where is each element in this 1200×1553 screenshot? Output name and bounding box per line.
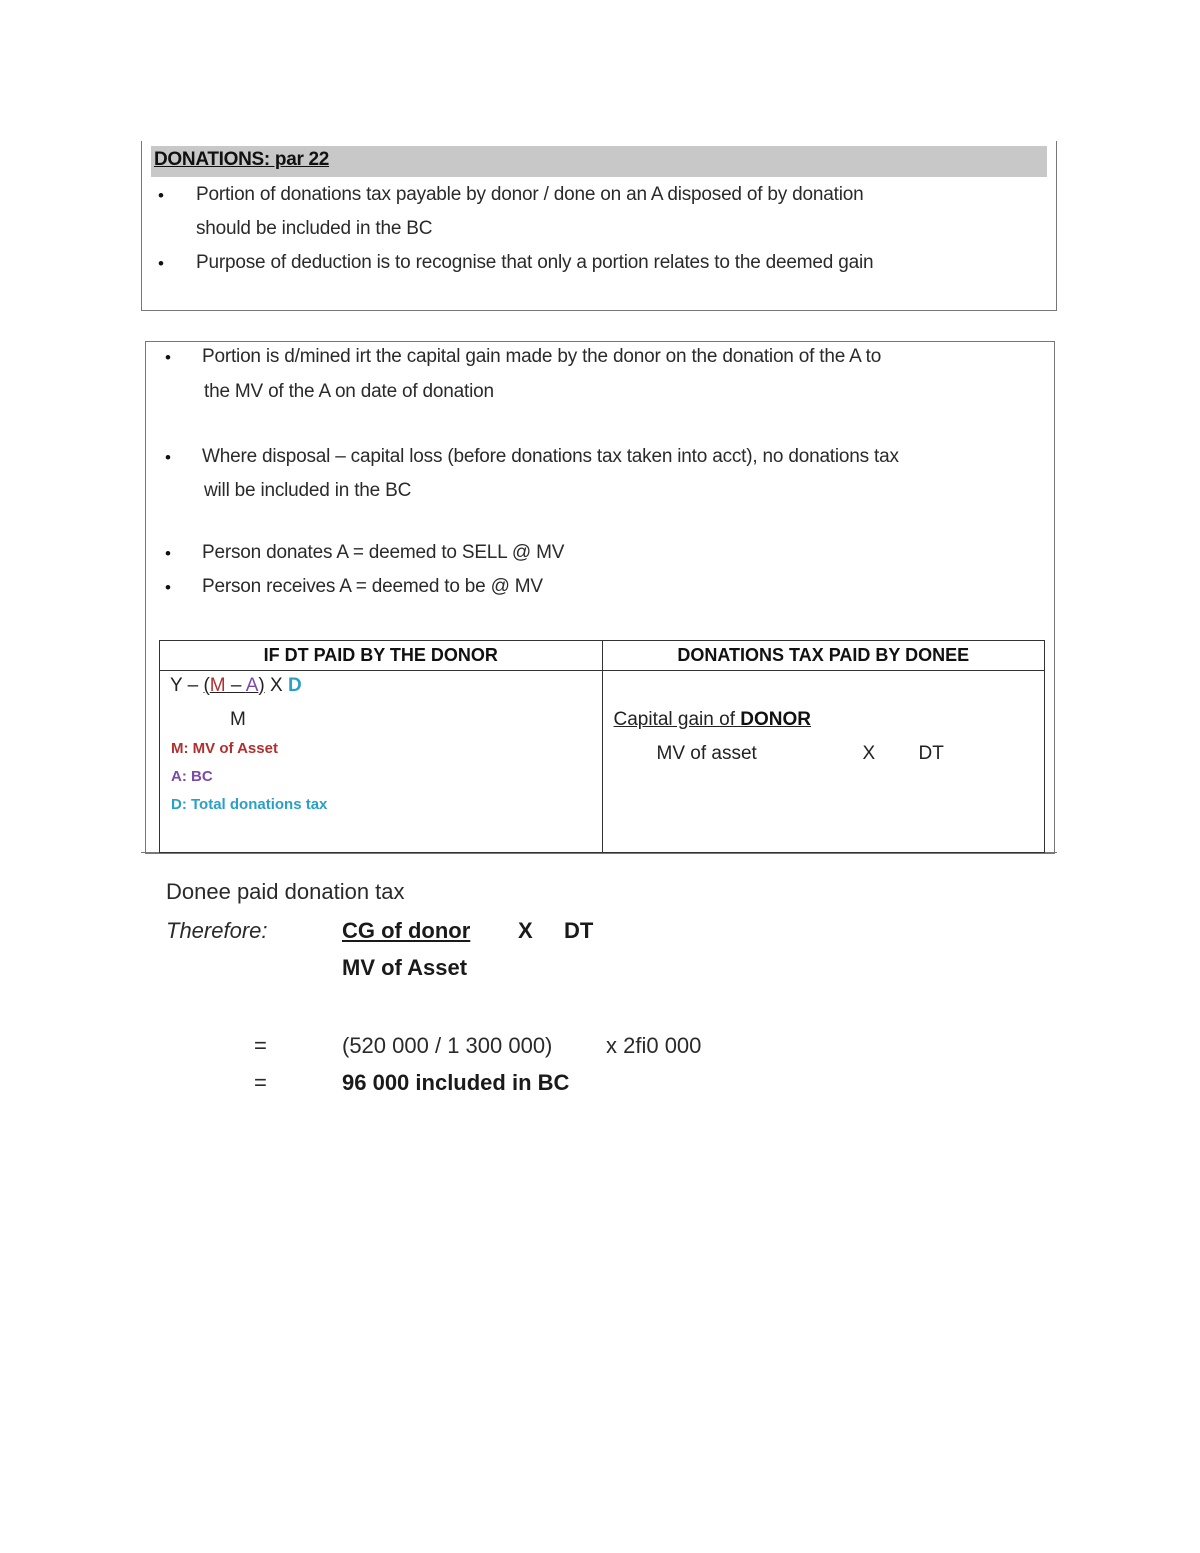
calc-equals-2: =: [254, 1070, 267, 1095]
cg-title-bold: DONOR: [740, 709, 811, 730]
bullet-icon: •: [158, 186, 164, 205]
calc-numerator: CG of donor: [342, 918, 471, 943]
formula-m: M: [209, 675, 226, 696]
bullet-icon: •: [165, 448, 171, 467]
formula-a: A: [245, 675, 259, 696]
legend-m: M: MV of Asset: [171, 740, 278, 757]
formula-fraction: [203, 675, 264, 696]
bullet-text: Purpose of deduction is to recognise that only a portion relates to the deemed gain: [196, 252, 874, 273]
donor-cell: [160, 671, 603, 853]
calc-x: X: [518, 918, 533, 943]
cg-title-prefix: Capital gain of: [613, 709, 741, 730]
calc-multiplier: x 2fi0 000: [606, 1033, 702, 1058]
bullet-text: Portion is d/mined irt the capital gain made by the donor on the donation of the A to: [202, 346, 882, 367]
bullet-text-cont: will be included in the BC: [204, 480, 412, 501]
bullet-icon: •: [165, 578, 171, 597]
formula-open: (: [203, 675, 210, 696]
donations-tax-table: [159, 640, 1045, 853]
calc-expression: (520 000 / 1 300 000): [342, 1033, 553, 1058]
mv-asset-dt: DT: [918, 743, 944, 764]
calc-intro: Donee paid donation tax: [166, 879, 405, 904]
formula-close: ): [258, 675, 265, 696]
legend-d: D: Total donations tax: [171, 796, 328, 813]
bullet-text: Where disposal – capital loss (before donations tax taken into acct), no donations tax: [202, 446, 899, 467]
legend-a: A: BC: [171, 768, 213, 785]
bullet-icon: •: [165, 348, 171, 367]
bullet-text: Person donates A = deemed to SELL @ MV: [202, 542, 565, 563]
bullet-text: Portion of donations tax payable by donor / done on an A disposed of by donation: [196, 184, 864, 205]
bullet-text-cont: should be included in the BC: [196, 218, 433, 239]
table-header-donor: IF DT PAID BY THE DONOR: [160, 641, 603, 671]
section-heading: DONATIONS: par 22: [154, 149, 330, 170]
formula-dash: –: [225, 675, 246, 696]
calc-denominator: MV of Asset: [342, 955, 468, 980]
table-row: [160, 671, 1045, 853]
table-header-row: [160, 641, 1045, 671]
bullet-text: Person receives A = deemed to be @ MV: [202, 576, 543, 597]
bullet-icon: •: [165, 544, 171, 563]
bullet-text-cont: the MV of the A on date of donation: [204, 381, 494, 402]
bullet-icon: •: [158, 254, 164, 273]
table-header-donee: DONATIONS TAX PAID BY DONEE: [602, 641, 1045, 671]
calc-equals-1: =: [254, 1033, 267, 1058]
formula-times: X: [264, 675, 288, 696]
calc-therefore: Therefore:: [166, 918, 268, 943]
capital-gain-title: [614, 709, 811, 731]
calc-dt: DT: [564, 918, 594, 943]
donee-cell: [602, 671, 1045, 853]
formula-denominator: M: [230, 709, 246, 730]
calc-result: 96 000 included in BC: [342, 1070, 570, 1095]
formula-d: D: [287, 675, 302, 696]
formula-numerator: [170, 675, 302, 697]
section-heading-bar: [151, 146, 1047, 177]
formula-prefix: Y –: [170, 675, 204, 696]
mv-asset-x: X: [862, 743, 876, 764]
mv-asset-label: MV of asset: [656, 743, 757, 764]
